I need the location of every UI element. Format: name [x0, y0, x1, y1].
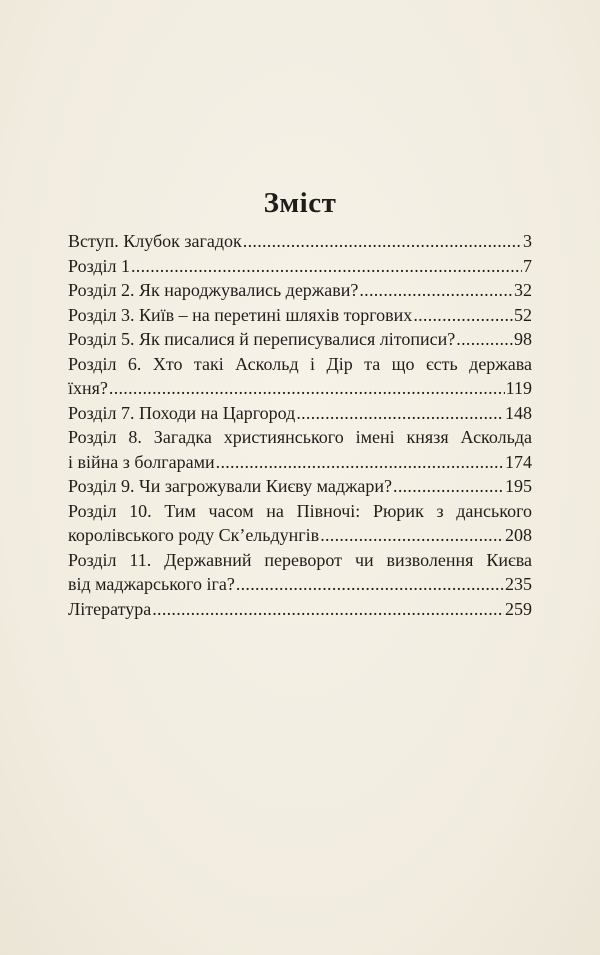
toc-page-number: 208	[505, 525, 532, 545]
toc-entry-title: Розділ 1	[68, 255, 130, 276]
toc-entry	[68, 597, 532, 622]
dot-leader	[216, 450, 504, 475]
toc-page-number: 119	[505, 378, 532, 398]
toc-entry-title-line: Розділ 6. Хто такі Аскольд і Дір та що єсть держава	[68, 353, 532, 374]
toc-line	[68, 254, 532, 279]
toc-entry-title: Література	[68, 598, 152, 619]
toc-entry	[68, 327, 532, 352]
toc-entry-title: Розділ 3. Київ – на перетині шляхів торгових	[68, 304, 413, 325]
toc-entry	[68, 352, 532, 401]
toc-entry-title-line: Розділ 8. Загадка християнського імені князя Аскольда	[68, 427, 532, 447]
toc-entry-title: Розділ 2. Як народжувались держави?	[68, 280, 359, 300]
dot-leader	[243, 229, 522, 254]
toc-page-number: 259	[505, 598, 532, 619]
toc-line	[68, 450, 532, 475]
dot-leader	[152, 597, 504, 622]
dot-leader	[131, 254, 522, 279]
toc-line	[68, 303, 532, 328]
toc-page-number: 174	[505, 451, 532, 472]
dot-leader	[359, 278, 513, 303]
toc-line	[68, 327, 532, 352]
dot-leader	[236, 572, 504, 597]
toc-entry-title: і війна з болгарами	[68, 451, 215, 472]
toc-entry	[68, 401, 532, 426]
toc-line	[68, 401, 532, 426]
toc-page-number: 98	[514, 329, 532, 349]
toc-entry-title-line: Розділ 11. Державний переворот чи визволення Києва	[68, 549, 532, 570]
toc-entry-title: від маджарського іга?	[68, 574, 235, 594]
dot-leader	[393, 474, 504, 499]
toc-entry	[68, 499, 532, 548]
toc-entry-title: Вступ. Клубок загадок	[68, 231, 242, 251]
toc-page-number: 3	[523, 231, 532, 251]
table-of-contents	[68, 229, 532, 621]
dot-leader	[456, 327, 513, 352]
toc-page-number: 195	[505, 476, 532, 496]
toc-line	[68, 229, 532, 254]
toc-entry-title-line: Розділ 10. Тим часом на Півночі: Рюрик з данського	[68, 500, 532, 521]
toc-entry-title: королівського роду Ск’ельдунгів	[68, 525, 320, 545]
toc-entry	[68, 303, 532, 328]
toc-line	[68, 572, 532, 597]
toc-entry	[68, 254, 532, 279]
toc-page-number: 148	[505, 402, 532, 423]
dot-leader	[109, 376, 505, 401]
dot-leader	[296, 401, 504, 426]
page-title: Зміст	[263, 187, 337, 219]
toc-entry-title: Розділ 5. Як писалися й переписувалися літописи?	[68, 329, 456, 349]
dot-leader	[320, 523, 504, 548]
toc-entry-title: їхня?	[68, 378, 108, 398]
toc-page-number: 52	[514, 304, 532, 325]
toc-entry	[68, 278, 532, 303]
dot-leader	[413, 303, 513, 328]
toc-entry	[68, 474, 532, 499]
toc-line	[68, 278, 532, 303]
toc-entry	[68, 425, 532, 474]
toc-line	[68, 376, 532, 401]
toc-page-number: 32	[514, 280, 532, 300]
toc-entry-title: Розділ 9. Чи загрожували Києву маджари?	[68, 476, 393, 496]
toc-entry	[68, 548, 532, 597]
toc-entry	[68, 229, 532, 254]
toc-entry-title: Розділ 7. Походи на Царгород	[68, 402, 296, 423]
toc-line	[68, 474, 532, 499]
toc-page-number: 235	[505, 574, 532, 594]
toc-line	[68, 597, 532, 622]
toc-page-number: 7	[523, 255, 532, 276]
toc-line	[68, 523, 532, 548]
